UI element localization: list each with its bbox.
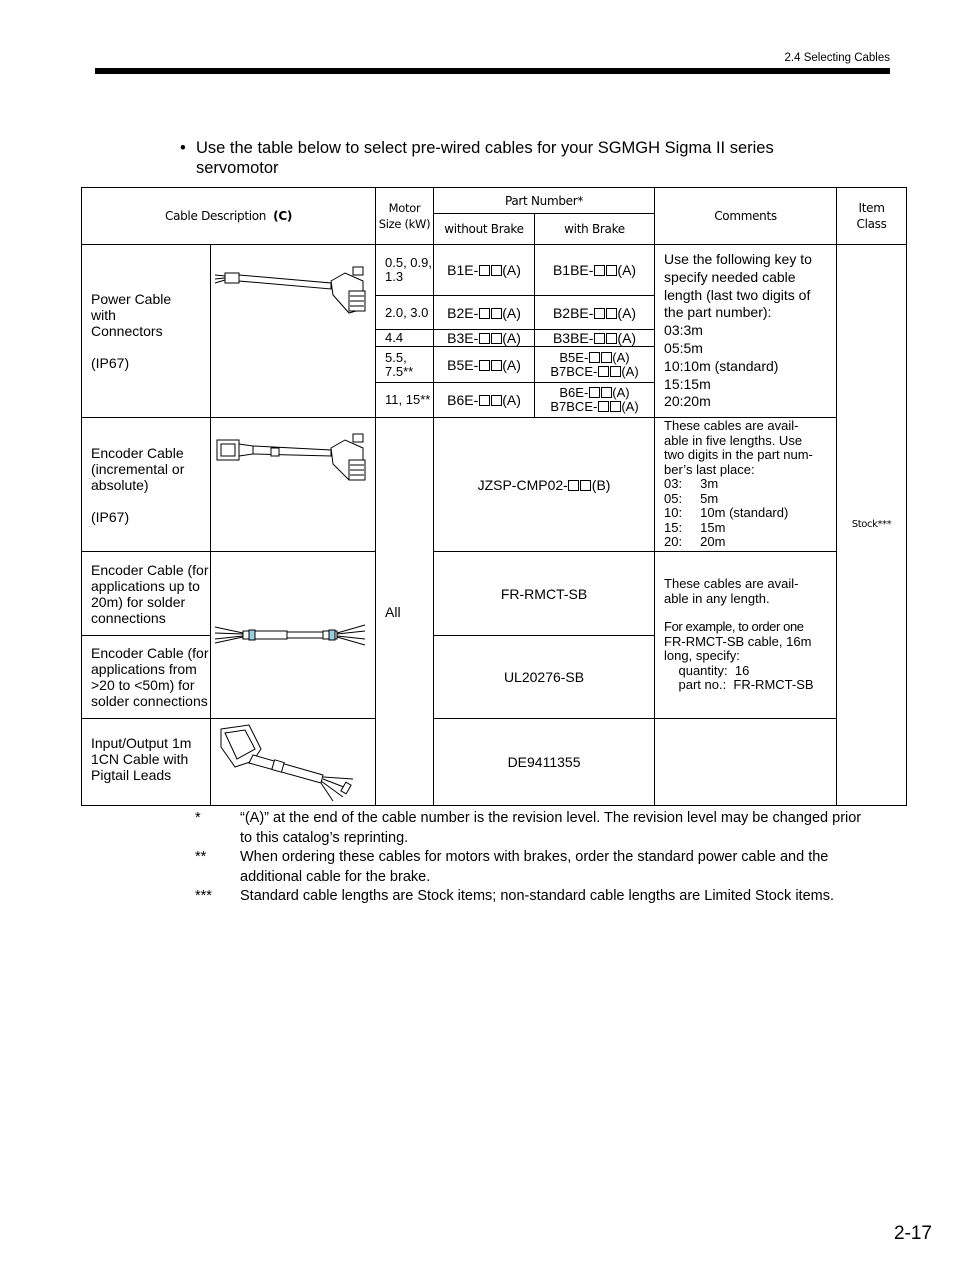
placeholder-box [610,366,621,377]
footnote-2 [195,848,875,887]
placeholder-box [610,401,621,412]
header-motor-size: Motor Size (kW) [376,188,434,245]
part-prefix: B7BCE- [550,399,598,414]
footnote-mark: *** [195,888,212,904]
solder-comment-line: long, specify: [664,648,740,664]
placeholder-box [491,333,502,344]
encoder-comment-line: These cables are avail- [664,418,799,434]
encoder-comment-line: able in five lengths. Use [664,432,803,448]
power-size-2: 2.0, 3.0 [376,296,434,330]
power-comment-line: 03:3m [664,322,703,339]
encoder-cable-image [211,418,376,552]
io-part-number: DE9411355 [434,719,655,806]
placeholder-box [601,352,612,363]
header-cable-description [82,188,376,245]
power-part-with-3 [535,330,655,347]
part-prefix: B6E- [559,385,589,400]
placeholder-box [606,265,617,276]
encoder-comment-line: 20: 20m [664,534,726,550]
power-comments [655,245,837,418]
encoder-cable-illustration [213,432,373,492]
header-cable-description-code: (C) [273,209,293,223]
part-prefix: B6E- [447,392,479,408]
item-class-stock: Stock*** [837,245,907,806]
part-prefix: B1E- [447,262,479,278]
part-suffix: (A) [502,262,521,278]
power-part-without-5 [434,383,535,418]
solder-comment-line: For example, to order one [664,619,804,635]
io-cable-description: Input/Output 1m 1CN Cable with Pigtail Leads [82,719,211,806]
header-comments: Comments [655,188,837,245]
footnotes [195,809,875,907]
footnote-text: “(A)” at the end of the cable number is the revision level. The revision level may be changed prior to this catalog’s reprinting. [240,810,862,846]
io-cable-image [211,719,376,806]
encoder-comment-line: 10: 10m (standard) [664,505,789,521]
part-prefix: B1BE- [552,262,594,278]
header-with-brake: with Brake [535,214,655,245]
encoder-size-all: All [376,418,434,806]
placeholder-box [589,352,600,363]
power-cable-image [211,245,376,418]
solder-short-part-number: FR-RMCT-SB [434,552,655,636]
part-suffix: (B) [591,476,611,493]
header-item-class: Item Class [837,188,907,245]
power-comment-line: 20:20m [664,393,711,410]
part-suffix: (A) [617,262,637,278]
encoder-comment-line: 03: 3m [664,476,719,492]
placeholder-box [479,395,490,406]
power-size-1: 0.5, 0.9, 1.3 [376,245,434,296]
solder-comment-line: able in any length. [664,590,770,606]
page-number: 2-17 [893,1223,932,1244]
power-cable-illustration [213,261,373,321]
section-header: 2.4 Selecting Cables [784,52,890,64]
part-suffix: (A) [621,363,639,379]
placeholder-box [594,265,605,276]
part-suffix: (A) [612,385,630,400]
part-prefix: B5E- [447,356,479,373]
power-comment-line: 05:5m [664,339,703,356]
footnote-text: Standard cable lengths are Stock items; non-standard cable lengths are Limited Stock items. [240,888,835,904]
power-size-3: 4.4 [376,330,434,347]
header-part-number: Part Number* [434,188,655,214]
part-prefix: B3E- [447,330,479,346]
encoder-cable-description [82,418,211,552]
io-cable-illustration [213,721,373,803]
placeholder-box [589,387,600,398]
part-prefix: B2BE- [552,304,594,321]
io-comments-empty [655,719,837,806]
placeholder-box [594,308,605,319]
encoder-comment-line: ber’s last place: [664,461,755,477]
solder-comment-line: quantity: 16 [664,662,750,678]
power-comment-line: 10:10m (standard) [664,357,779,374]
footnote-mark: ** [195,849,207,865]
solder-cable-illustration [213,615,373,655]
solder-comment-line: FR-RMCT-SB cable, 16m [664,633,812,649]
power-desc-line-2: with [91,307,116,323]
footnote-text: When ordering these cables for motors with brakes, order the standard power cable and the additional cable for the brake. [240,849,829,885]
header-cable-description-label: Cable Description [164,209,267,223]
part-prefix: B3BE- [552,330,594,346]
solder-long-description: Encoder Cable (for applications from >20 to <50m) for solder connections [82,636,211,719]
encoder-comment-line: two digits in the part num- [664,447,813,463]
intro-text: Use the table below to select pre-wired cables for your SGMGH Sigma II series servomotor [196,139,774,177]
part-suffix: (A) [617,330,637,346]
encoder-desc-line: (incremental or [91,460,185,477]
placeholder-box [594,333,605,344]
part-suffix: (A) [612,349,630,365]
power-desc-line-1: Power Cable [91,291,172,307]
header-rule [95,68,890,74]
power-comment-line: Use the following key to specify needed cable length (last two digits of the part number): [664,251,812,321]
power-comment-line: 15:15m [664,375,711,392]
part-suffix: (A) [502,330,521,346]
footnote-3 [195,887,875,907]
placeholder-box [606,308,617,319]
placeholder-box [479,360,490,371]
part-prefix: JZSP-CMP02- [477,476,568,493]
power-part-without-3 [434,330,535,347]
placeholder-box [598,401,609,412]
placeholder-box [568,480,579,491]
placeholder-box [491,395,502,406]
part-suffix: (A) [617,304,637,321]
part-suffix: (A) [502,392,521,408]
power-part-with-5 [535,383,655,418]
part-suffix: (A) [502,356,521,373]
power-part-without-2 [434,296,535,330]
solder-comment-line: part no.: FR-RMCT-SB [664,677,814,693]
power-size-4: 5.5, 7.5** [376,347,434,383]
power-size-5: 11, 15** [376,383,434,418]
encoder-comments [655,418,837,552]
power-part-with-1 [535,245,655,296]
part-suffix: (A) [621,399,639,414]
placeholder-box [491,265,502,276]
power-part-with-2 [535,296,655,330]
footnote-1 [195,809,875,848]
header-without-brake: without Brake [434,214,535,245]
bullet-glyph: • [180,139,186,157]
encoder-rating: (IP67) [91,508,130,525]
power-rating: (IP67) [91,355,130,371]
part-prefix: B2E- [447,304,479,321]
solder-comments [655,552,837,719]
placeholder-box [479,333,490,344]
power-cable-description [82,245,211,418]
power-part-without-1 [434,245,535,296]
placeholder-box [479,308,490,319]
solder-cable-image [211,552,376,719]
part-prefix: B7BCE- [550,363,598,379]
encoder-part-number [434,418,655,552]
placeholder-box [601,387,612,398]
part-suffix: (A) [502,304,521,321]
placeholder-box [491,308,502,319]
placeholder-box [580,480,591,491]
power-desc-line-3: Connectors [91,323,163,339]
encoder-desc-line: absolute) [91,476,149,493]
placeholder-box [598,366,609,377]
intro-bullet-paragraph [180,138,840,178]
power-part-with-4 [535,347,655,383]
placeholder-box [491,360,502,371]
power-part-without-4 [434,347,535,383]
encoder-desc-line: Encoder Cable [91,444,184,461]
encoder-comment-line: 15: 15m [664,519,726,535]
solder-long-part-number: UL20276-SB [434,636,655,719]
solder-short-description: Encoder Cable (for applications up to 20m) for solder connections [82,552,211,636]
part-prefix: B5E- [559,349,589,365]
footnote-mark: * [195,810,201,826]
placeholder-box [606,333,617,344]
placeholder-box [479,265,490,276]
encoder-comment-line: 05: 5m [664,490,719,506]
solder-comment-line: These cables are avail- [664,576,799,592]
cable-selection-table [81,187,907,806]
